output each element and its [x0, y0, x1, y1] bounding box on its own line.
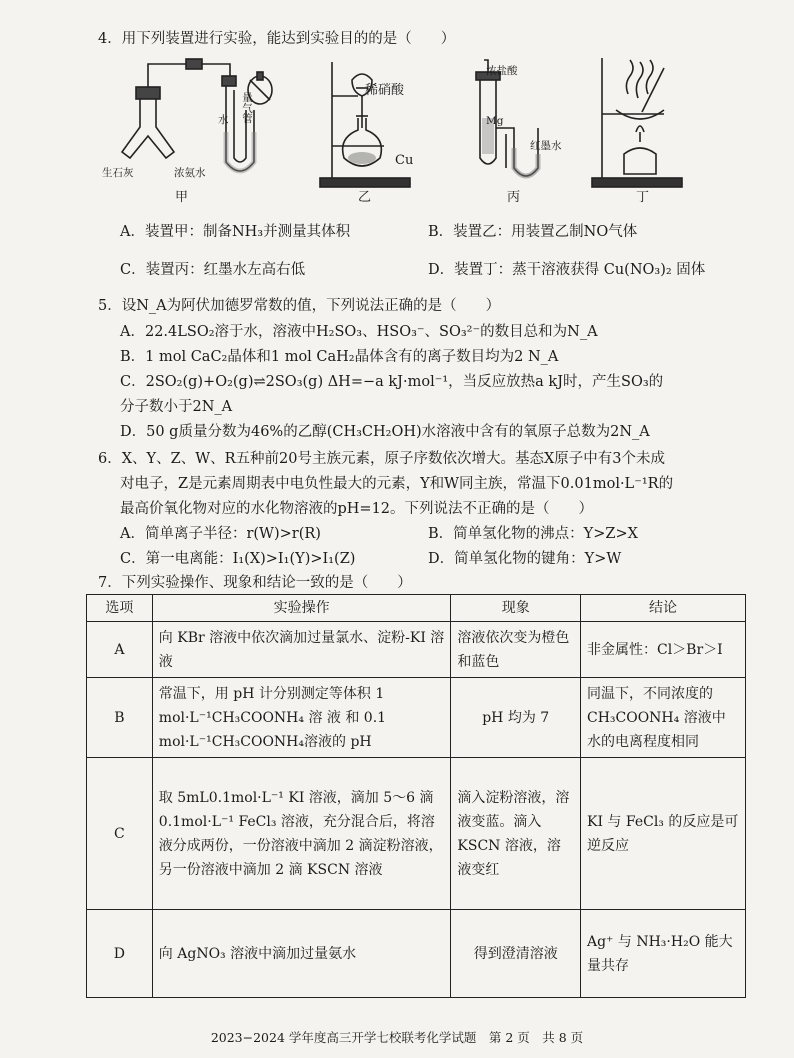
label-hno3: 稀硝酸	[365, 83, 405, 98]
q4-option-d	[428, 258, 705, 279]
table-row	[87, 622, 746, 678]
q7-row-b-phenomenon: pH 均为 7	[451, 678, 581, 758]
table-row	[87, 758, 746, 910]
q7-header-row	[87, 595, 746, 622]
fig-label-ding: 丁	[636, 190, 650, 205]
label-ink: 红墨水	[530, 140, 562, 152]
label-mg: Mg	[486, 115, 504, 127]
q4-option-d-suffix: 固体	[676, 262, 706, 278]
q7-row-a-phenomenon: 溶液依次变为橙色和蓝色	[451, 622, 581, 678]
q7-row-c-operation: 取 5mL0.1mol·L⁻¹ KI 溶液，滴加 5～6 滴 0.1mol·L⁻¹ FeCl₃ 溶液，充分混合后，将溶液分成两份，一份溶液中滴加 2 滴淀粉溶液，另一份溶液中滴加 2 滴 KSCN 溶液	[152, 758, 451, 910]
fig-label-jia: 甲	[175, 190, 189, 205]
table-row	[87, 678, 746, 758]
q6-option-b: B．简单氢化物的沸点：Y>Z>X	[428, 526, 638, 542]
q7-table	[86, 594, 746, 998]
q4-stem: 4．用下列装置进行实验，能达到实验目的的是（ ）	[98, 31, 456, 47]
q6-option-c: C．第一电离能：I₁(X)>I₁(Y)>I₁(Z)	[120, 551, 356, 567]
q7-row-a-conclusion: 非金属性：Cl＞Br＞I	[580, 622, 745, 678]
q4-option-c: C．装置丙：红墨水左高右低	[120, 262, 306, 278]
q7-row-a-option: A	[87, 622, 153, 678]
fig-label-yi: 乙	[358, 190, 372, 205]
q6-stem-line1: 6．X、Y、Z、W、R五种前20号主族元素，原子序数依次增大。基态X原子中有3个未成	[98, 451, 666, 467]
q4-option-d-formula: Cu(NO₃)₂	[603, 262, 672, 278]
q4-option-b: B．装置乙：用装置乙制NO气体	[428, 224, 638, 240]
q4-option-d-prefix: D．装置丁：蒸干溶液获得	[428, 262, 600, 278]
q7-header-option: 选项	[87, 595, 153, 622]
q5-option-a: A．22.4LSO₂溶于水，溶液中H₂SO₃、HSO₃⁻、SO₃²⁻的数目总和为N_A	[120, 324, 598, 340]
q5-option-c-line2: 分子数小于2N_A	[120, 399, 233, 415]
q6-stem-line2: 对电子，Z是元素周期表中电负性最大的元素，Y和W同主族，常温下0.01mol·L⁻¹R的	[120, 476, 674, 492]
label-hcl: 浓盐酸	[486, 65, 518, 77]
page-footer: 2023−2024 学年度高三开学七校联考化学试题 第 2 页 共 8 页	[210, 1030, 584, 1045]
q5-stem: 5．设N_A为阿伏加德罗常数的值，下列说法正确的是（ ）	[98, 298, 501, 314]
q7-row-d-phenomenon: 得到澄清溶液	[451, 910, 581, 998]
q7-row-b-option: B	[87, 678, 153, 758]
apparatus-yi-figure	[318, 58, 423, 190]
q7-row-c-conclusion: KI 与 FeCl₃ 的反应是可逆反应	[580, 758, 745, 910]
label-ammonia: 浓氨水	[174, 167, 206, 179]
q7-row-b-conclusion: 同温下，不同浓度的CH₃COONH₄ 溶液中水的电离程度相同	[580, 678, 745, 758]
q7-row-c-phenomenon: 滴入淀粉溶液，溶液变蓝。滴入 KSCN 溶液，溶液变红	[451, 758, 581, 910]
q5-option-d: D．50 g质量分数为46%的乙醇(CH₃CH₂OH)水溶液中含有的氧原子总数为2N_A	[120, 424, 650, 440]
table-row	[87, 910, 746, 998]
q6-stem-line3: 最高价氧化物对应的水化物溶液的pH=12。下列说法不正确的是（ ）	[120, 501, 594, 517]
fig-label-bing: 丙	[507, 190, 521, 205]
q4-option-a: A．装置甲：制备NH₃并测量其体积	[120, 224, 351, 240]
q5-option-c-line1: C．2SO₂(g)+O₂(g)⇌2SO₃(g) ΔH=−a kJ·mol⁻¹，当反应放热a kJ时，产生SO₃的	[120, 374, 664, 390]
q6-option-d: D．简单氢化物的键角：Y>W	[428, 551, 622, 567]
apparatus-ding-figure	[590, 54, 695, 194]
q7-header-phenomenon: 现象	[451, 595, 581, 622]
q7-row-d-operation: 向 AgNO₃ 溶液中滴加过量氨水	[152, 910, 451, 998]
label-cu: Cu	[395, 153, 414, 168]
label-gas-tube: 量气管	[241, 92, 253, 124]
q7-header-operation: 实验操作	[152, 595, 451, 622]
q7-row-c-option: C	[87, 758, 153, 910]
q7-header-conclusion: 结论	[580, 595, 745, 622]
q7-stem: 7．下列实验操作、现象和结论一致的是（ ）	[98, 575, 412, 591]
q6-option-a: A．简单离子半径：r(W)>r(R)	[120, 526, 321, 542]
q7-row-b-operation: 常温下，用 pH 计分别测定等体积 1 mol·L⁻¹CH₃COONH₄ 溶 液 和 0.1 mol·L⁻¹CH₃COONH₄溶液的 pH	[152, 678, 451, 758]
q5-option-b: B．1 mol CaC₂晶体和1 mol CaH₂晶体含有的离子数目均为2 N_A	[120, 349, 559, 365]
q7-row-d-conclusion: Ag⁺ 与 NH₃·H₂O 能大量共存	[580, 910, 745, 998]
label-lime: 生石灰	[102, 167, 134, 179]
label-water: 水	[218, 114, 229, 126]
q7-row-d-option: D	[87, 910, 153, 998]
q7-row-a-operation: 向 KBr 溶液中依次滴加过量氯水、淀粉-KI 溶液	[152, 622, 451, 678]
